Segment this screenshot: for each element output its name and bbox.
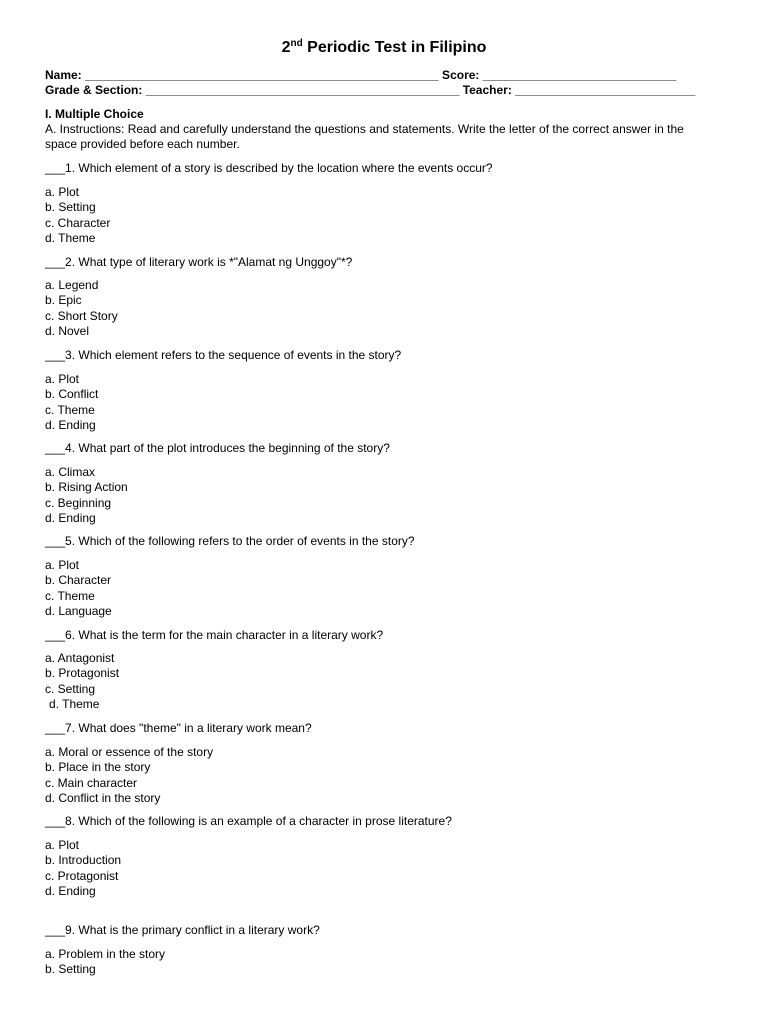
choices-6 — [45, 651, 119, 712]
choice: b. Epic — [45, 293, 82, 308]
choice: d. Theme — [45, 230, 96, 245]
choice: d. Theme — [49, 696, 100, 711]
choice: a. Plot — [45, 838, 80, 852]
choice: c. Beginning — [45, 495, 112, 510]
choice: d. Ending — [45, 883, 96, 898]
question-4: ___4. What part of the plot introduces the beginning of the story? — [45, 441, 390, 455]
choice: a. Climax — [45, 465, 96, 479]
title-ordinal-suffix: nd — [290, 38, 303, 49]
choice: a. Plot — [45, 372, 80, 386]
choice: c. Protagonist — [45, 868, 119, 883]
choice: b. Setting — [45, 962, 96, 977]
title-ordinal: 2 — [281, 39, 291, 56]
choice: a. Plot — [45, 558, 80, 572]
choice: b. Introduction — [45, 853, 122, 868]
choice: c. Main character — [45, 775, 138, 790]
choices-3 — [45, 372, 98, 433]
grade-teacher-line: Grade & Section: _______________________________________________ Teacher: ___________________________ — [45, 83, 696, 97]
choice: b. Setting — [45, 200, 96, 215]
choice: b. Protagonist — [45, 666, 120, 681]
choices-7 — [45, 745, 213, 806]
choices-1 — [45, 185, 110, 246]
name-score-line: Name: _____________________________________________________ Score: _____________________________ — [45, 68, 677, 82]
choices-2 — [45, 278, 118, 339]
question-8: ___8. Which of the following is an example of a character in prose literature? — [45, 814, 452, 828]
choice: a. Moral or essence of the story — [45, 745, 214, 759]
question-1: ___1. Which element of a story is described by the location where the events occur? — [45, 161, 493, 175]
choice: b. Character — [45, 573, 112, 588]
choice: c. Character — [45, 215, 111, 230]
choice: d. Conflict in the story — [45, 790, 161, 805]
page-title — [45, 38, 723, 58]
choices-4 — [45, 465, 128, 526]
section-heading: I. Multiple Choice — [45, 107, 144, 121]
title-text: Periodic Test in Filipino — [302, 39, 487, 56]
choice: c. Short Story — [45, 308, 118, 323]
choices-9 — [45, 947, 165, 978]
choice: a. Antagonist — [45, 651, 115, 665]
question-6: ___6. What is the term for the main character in a literary work? — [45, 628, 384, 642]
question-2: ___2. What type of literary work is *"Alamat ng Unggoy"*? — [45, 255, 353, 269]
choice: b. Place in the story — [45, 760, 151, 775]
question-5: ___5. Which of the following refers to the order of events in the story? — [45, 534, 415, 548]
choice: a. Problem in the story — [45, 947, 166, 961]
choice: c. Setting — [45, 681, 96, 696]
choice: a. Plot — [45, 185, 80, 199]
choice: d. Language — [45, 603, 112, 618]
question-9: ___9. What is the primary conflict in a literary work? — [45, 923, 320, 937]
choice: b. Rising Action — [45, 480, 128, 495]
choices-5 — [45, 558, 112, 619]
choices-8 — [45, 838, 121, 899]
instructions: A. Instructions: Read and carefully understand the questions and statements. Write the letter of the correct answer in the space provided before each number. — [45, 122, 684, 151]
choice: c. Theme — [45, 402, 95, 417]
choice: d. Novel — [45, 323, 90, 338]
choice: a. Legend — [45, 278, 99, 292]
question-3: ___3. Which element refers to the sequence of events in the story? — [45, 348, 402, 362]
choice: d. Ending — [45, 417, 96, 432]
question-7: ___7. What does "theme" in a literary work mean? — [45, 721, 312, 735]
choice: d. Ending — [45, 510, 96, 525]
choice: b. Conflict — [45, 387, 99, 402]
choice: c. Theme — [45, 588, 95, 603]
